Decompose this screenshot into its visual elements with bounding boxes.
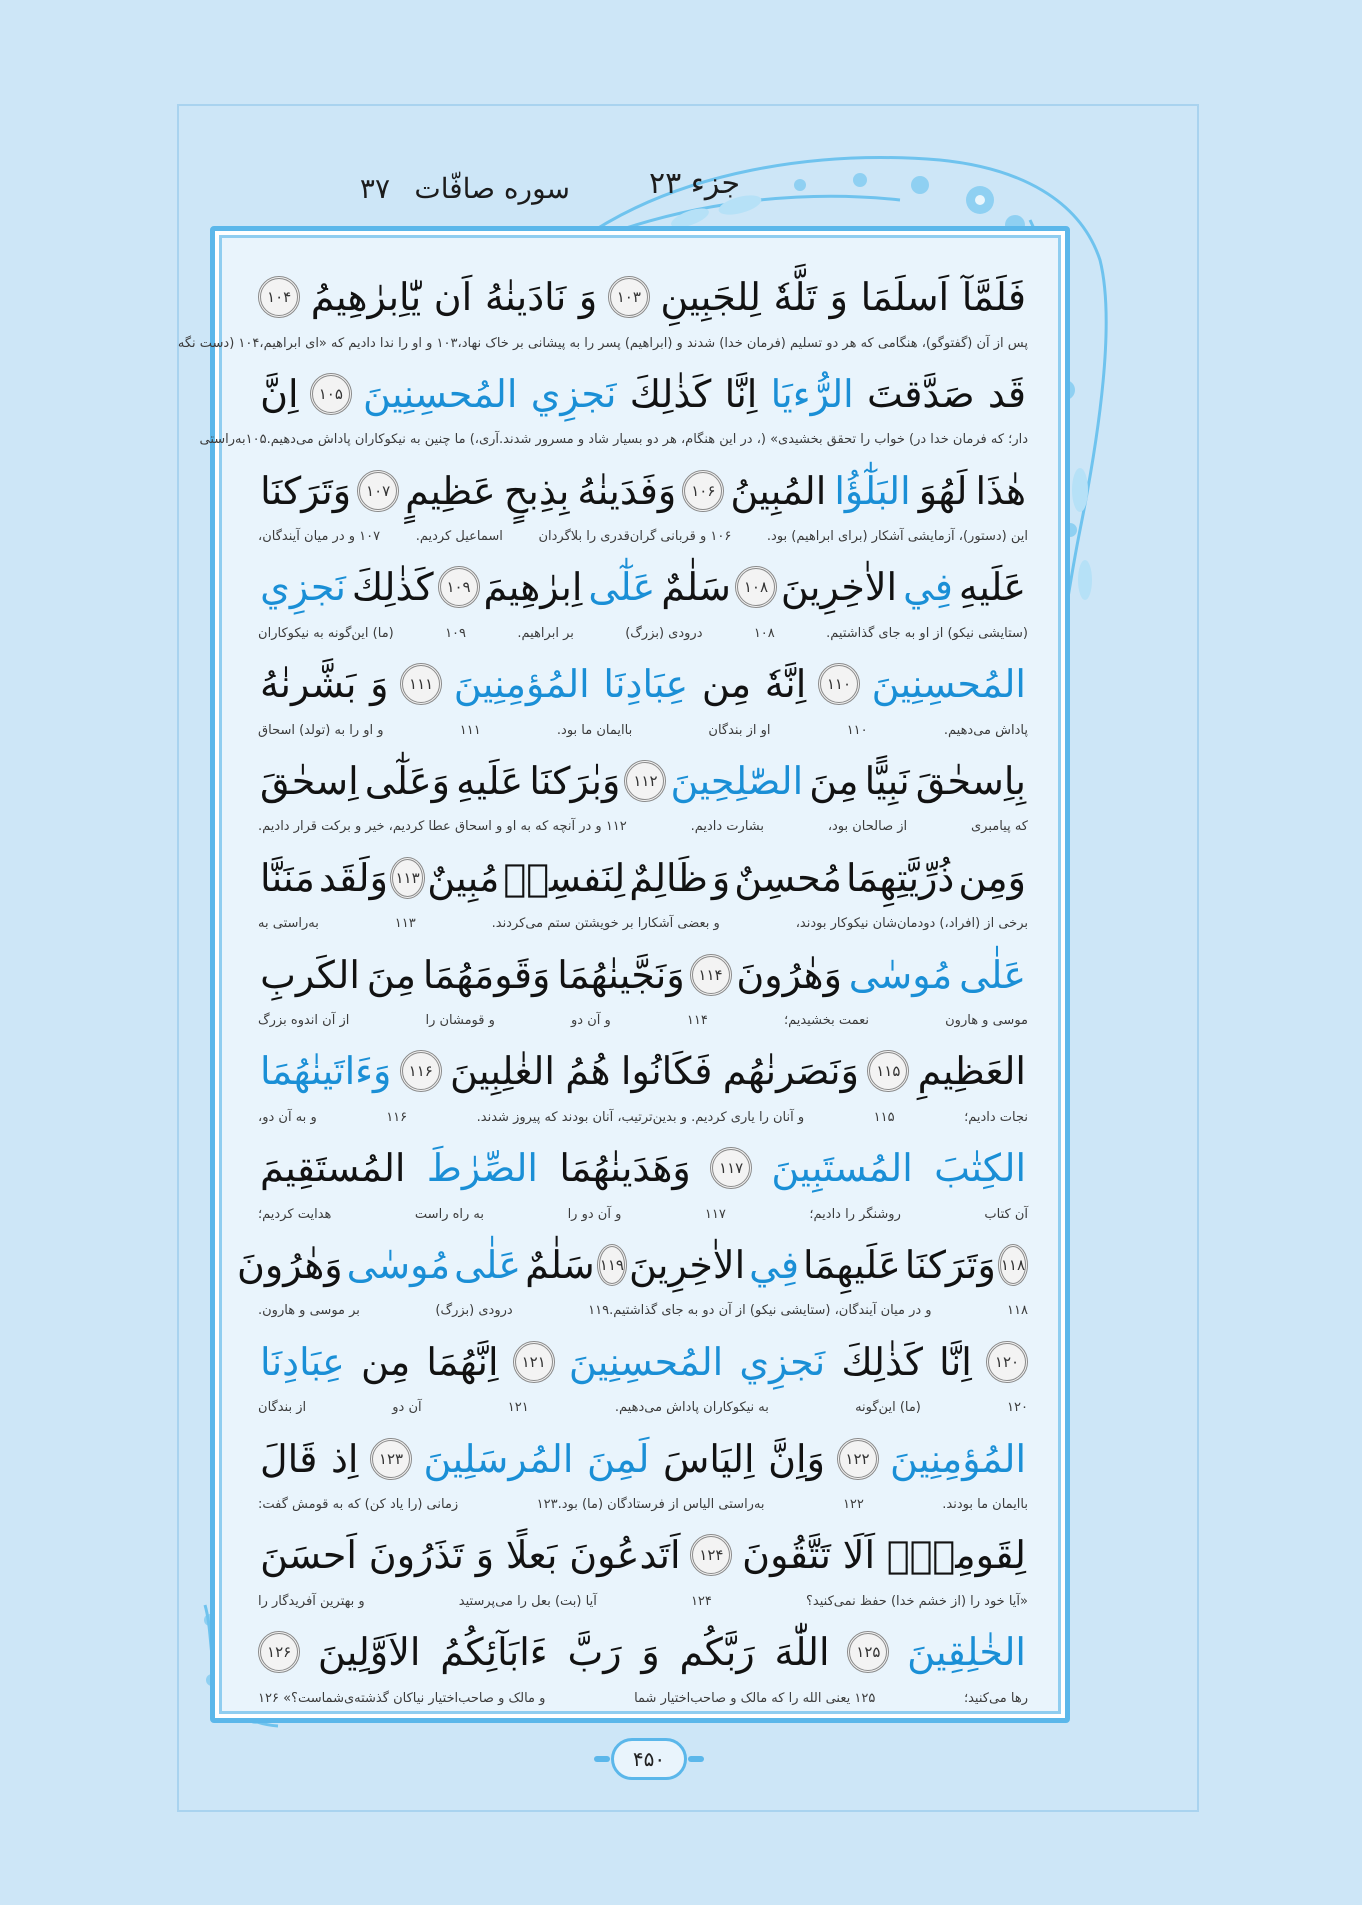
translation-segment: «آیا خود را (از خشم خدا) حفظ نمی‌کنید؟ xyxy=(806,1593,1028,1609)
arabic-word: مِن xyxy=(360,1339,411,1384)
ayah-number-marker: ۱۰۴ xyxy=(258,276,300,318)
verse-line xyxy=(177,268,1028,365)
arabic-word: الرُّءيَا xyxy=(770,371,854,416)
arabic-word: مِن xyxy=(701,662,752,707)
ayah-number-marker: ۱۰۷ xyxy=(357,470,399,512)
arabic-line xyxy=(258,655,1028,713)
arabic-word: بِذِبحٍ xyxy=(503,468,570,513)
translation-segment: ۱۱۱ xyxy=(459,722,481,738)
translation-line xyxy=(258,1588,1028,1614)
translation-segment: ۱۰۸ xyxy=(753,625,775,641)
ayah-number-marker: ۱۰۶ xyxy=(682,470,724,512)
arabic-line xyxy=(258,1139,1028,1197)
arabic-word: المُحسِنِينَ xyxy=(871,662,1026,707)
ayah-number-marker: ۱۰۳ xyxy=(608,276,650,318)
arabic-word: الاٰخِرِينَ xyxy=(628,1242,746,1287)
arabic-word: العَظِيمِ xyxy=(917,1049,1026,1094)
arabic-word: وَفَدَينٰهُ xyxy=(577,468,677,513)
arabic-word: عَلَيهِ xyxy=(456,758,524,803)
translation-segment: ۱۲۱ xyxy=(507,1400,529,1416)
translation-segment: پس از آن (گفتوگو)، هنگامی که هر دو تسلیم (فرمان خدا) شدند و (ابراهیم) پسر را به پیشانی بر خاک نهاد،۱۰۳ و او را ندا دادیم که «ای ابراهیم،۱۰۴ (دست نگه xyxy=(177,335,1028,351)
translation-segment: او از بندگان xyxy=(708,722,771,738)
arabic-word: وَبٰرَكنَا xyxy=(529,758,621,803)
arabic-word: مُحسِنٌ xyxy=(734,855,842,900)
translation-segment: روشنگر را دادیم؛ xyxy=(809,1206,901,1222)
arabic-word: لِلجَبِينِ xyxy=(660,275,761,319)
arabic-word: وَ xyxy=(829,275,849,319)
arabic-word: كَذٰلِكَ xyxy=(351,565,434,610)
arabic-line xyxy=(258,1526,1028,1584)
translation-segment: ۱۰۹ xyxy=(445,625,467,641)
arabic-word: سَلٰمٌ xyxy=(525,1242,595,1287)
arabic-word: المُستَقِيمَ xyxy=(260,1146,406,1191)
arabic-word: لِنَفسِهٖ xyxy=(503,855,626,900)
translation-segment: ۱۲۵ یعنی الله را که مالک و صاحب‌اختیار شما xyxy=(634,1690,876,1706)
arabic-line xyxy=(258,849,1028,907)
arabic-word: عَلَيهِمَا xyxy=(803,1242,901,1287)
verse-line xyxy=(258,1526,1028,1623)
arabic-word: اِسحٰقَ xyxy=(260,758,359,803)
verse-content xyxy=(177,268,1028,1720)
translation-segment: اسماعیل کردیم. xyxy=(415,529,503,545)
translation-segment: ۱۱۶ xyxy=(386,1109,408,1125)
translation-line xyxy=(258,620,1028,646)
arabic-word: وَعَلٰٓى xyxy=(364,758,451,803)
arabic-word: ظَالِمٌ xyxy=(629,855,708,900)
arabic-word: البَلٰٓؤُا xyxy=(834,468,911,513)
verse-line xyxy=(258,462,1028,559)
ayah-number-marker: ۱۱۵ xyxy=(867,1050,909,1092)
arabic-word: اَسلَمَا xyxy=(860,275,950,319)
arabic-line xyxy=(258,1333,1028,1391)
arabic-word: الكِتٰبَ xyxy=(934,1146,1026,1191)
translation-segment: که پیامبری xyxy=(970,819,1028,835)
translation-segment: به‌راستی به xyxy=(258,916,319,932)
translation-segment: (ما) این‌گونه به نیکوکاران xyxy=(258,625,394,641)
arabic-word: رَبَّكُم xyxy=(679,1630,755,1675)
translation-line xyxy=(258,911,1028,937)
arabic-word: اِنَّا xyxy=(939,1339,972,1384)
arabic-word: المُبِينُ xyxy=(730,468,827,513)
translation-segment: هدایت کردیم؛ xyxy=(258,1206,332,1222)
arabic-word: نَبِيًّا xyxy=(864,758,910,803)
translation-segment: باایمان ما بود. xyxy=(556,722,633,738)
translation-line xyxy=(258,1104,1028,1130)
translation-segment: به راه راست xyxy=(414,1206,485,1222)
translation-segment: به‌راستی الیاس از فرستادگان (ما) بود.۱۲۳ xyxy=(536,1497,765,1513)
arabic-word: مَنَنَّا xyxy=(260,855,315,900)
arabic-word: وَ xyxy=(711,855,731,900)
arabic-word: هٰذَا xyxy=(975,468,1026,513)
translation-segment: (ستایشی نیکو) از او به جای گذاشتیم. xyxy=(826,625,1028,641)
ayah-number-marker: ۱۰۵ xyxy=(310,373,352,415)
arabic-word: الخٰلِقِينَ xyxy=(907,1630,1026,1675)
arabic-word: ذُرِّيَّتِهِمَا xyxy=(845,855,955,900)
arabic-word: وَمِن xyxy=(958,855,1026,900)
arabic-word: تَلَّهٗ xyxy=(773,275,818,319)
arabic-word: مِنَ xyxy=(809,758,859,803)
translation-segment: به‌راستی xyxy=(199,432,246,448)
verse-line xyxy=(258,1430,1028,1527)
arabic-word: اِذ xyxy=(330,1436,359,1481)
arabic-word: مُوسٰى xyxy=(848,952,953,997)
translation-segment: از صالحان بود، xyxy=(827,819,908,835)
arabic-word: عَلٰى xyxy=(959,952,1026,997)
arabic-word: لِقَومِهٖٓ xyxy=(886,1533,1026,1578)
ayah-number-marker: ۱۲۰ xyxy=(986,1341,1028,1383)
arabic-line xyxy=(258,1623,1028,1681)
ayah-number-marker: ۱۱۲ xyxy=(624,760,666,802)
verse-line xyxy=(258,655,1028,752)
page-number: ۴۵۰ xyxy=(611,1738,687,1780)
verse-line xyxy=(258,558,1028,655)
arabic-word: صَدَّقتَ xyxy=(866,371,975,416)
arabic-word: بَعلًا xyxy=(505,1533,558,1578)
translation-segment: آن کتاب xyxy=(984,1206,1028,1222)
arabic-word: فِي xyxy=(903,565,953,610)
translation-line xyxy=(258,1298,1028,1324)
arabic-word: مُبِينٌ xyxy=(427,855,500,900)
arabic-word: مِنَ xyxy=(366,952,417,997)
verse-line xyxy=(258,1139,1028,1236)
translation-segment: بشارت دادیم. xyxy=(690,819,764,835)
translation-segment: این (دستور)، آزمایشی آشکار (برای ابراهیم) بود. xyxy=(766,529,1028,545)
translation-segment: (ما) این‌گونه xyxy=(855,1400,921,1416)
translation-segment: پاداش می‌دهیم. xyxy=(943,722,1028,738)
arabic-line xyxy=(258,365,1028,423)
arabic-word: وَلَقَد xyxy=(318,855,388,900)
arabic-word: وَ xyxy=(578,275,598,319)
arabic-word: عَلٰى xyxy=(454,1242,522,1287)
translation-line xyxy=(258,1492,1028,1518)
translation-segment: ۱۲۰ xyxy=(1007,1400,1028,1416)
translation-segment: ۱۰۷ و در میان آیندگان، xyxy=(258,529,381,545)
translation-segment: ۱۱۵ xyxy=(873,1109,895,1125)
arabic-word: اَلَا xyxy=(842,1533,875,1578)
translation-line xyxy=(177,330,1028,356)
arabic-word: وَ xyxy=(370,662,389,707)
translation-line xyxy=(258,524,1028,550)
ayah-number-marker: ۱۱۶ xyxy=(400,1050,442,1092)
arabic-word: قَالَ xyxy=(260,1436,318,1481)
verse-line xyxy=(199,365,1028,462)
arabic-word: وَهٰرُونَ xyxy=(736,952,842,997)
arabic-word: الكَربِ xyxy=(260,952,360,997)
translation-segment: آن دو xyxy=(392,1400,422,1416)
arabic-word: نَجزِي xyxy=(530,371,617,416)
arabic-word: وَتَرَكنَا xyxy=(904,1242,996,1287)
verse-line xyxy=(258,1042,1028,1139)
verse-line xyxy=(258,1333,1028,1430)
ayah-number-marker: ۱۲۴ xyxy=(690,1534,732,1576)
verse-line xyxy=(258,752,1028,849)
arabic-word: وَنَجَّينٰهُمَا xyxy=(557,952,685,997)
ayah-number-marker: ۱۱۷ xyxy=(710,1147,752,1189)
arabic-word: اَتَدعُونَ xyxy=(569,1533,681,1578)
arabic-word: المُرسَلِينَ xyxy=(423,1436,574,1481)
arabic-word: الاَوَّلِينَ xyxy=(317,1630,421,1675)
arabic-word: يّٰاِبرٰهِيمُ xyxy=(310,275,422,319)
arabic-line xyxy=(258,1430,1028,1488)
arabic-word: اَن xyxy=(433,275,473,319)
translation-segment: ۱۱۳ xyxy=(394,916,416,932)
ayah-number-marker: ۱۲۵ xyxy=(847,1631,889,1673)
translation-segment: بر موسی و هارون. xyxy=(258,1303,360,1319)
ayah-number-marker: ۱۲۳ xyxy=(370,1438,412,1480)
arabic-word: الصِّرٰطَ xyxy=(426,1146,538,1191)
translation-segment: ۱۱۰ xyxy=(846,722,868,738)
ayah-number-marker: ۱۱۰ xyxy=(818,663,860,705)
ayah-number-marker: ۱۱۱ xyxy=(400,663,442,705)
verse-line xyxy=(258,1623,1028,1720)
ayah-number-marker: ۱۲۱ xyxy=(513,1341,555,1383)
arabic-word: اِنَّهُمَا xyxy=(426,1339,499,1384)
translation-segment: درودی (بزرگ) xyxy=(435,1303,513,1319)
translation-segment: درودی (بزرگ) xyxy=(625,625,703,641)
arabic-word: كَذٰلِكَ xyxy=(629,371,712,416)
translation-segment: نعمت بخشیدیم؛ xyxy=(783,1013,870,1029)
arabic-line xyxy=(258,268,1028,326)
arabic-word: الاٰخِرِينَ xyxy=(780,565,898,610)
translation-segment: و در میان آیندگان، (ستایشی نیکو) از آن دو به جای گذاشتیم.۱۱۹ xyxy=(588,1303,932,1319)
ayah-number-marker: ۱۱۹ xyxy=(597,1244,627,1286)
translation-line xyxy=(258,1008,1028,1034)
arabic-word: اِنَّهٗ xyxy=(764,662,807,707)
arabic-word: وَاِنَّ xyxy=(768,1436,825,1481)
arabic-word: المُؤمِنِينَ xyxy=(453,662,590,707)
ayah-number-marker: ۱۰۹ xyxy=(438,566,480,608)
arabic-word: وَهٰرُونَ xyxy=(237,1242,343,1287)
ayah-number-marker: ۱۱۸ xyxy=(998,1244,1028,1286)
ayah-number-marker: ۱۱۴ xyxy=(690,954,732,996)
arabic-word: رَبَّ xyxy=(567,1630,622,1675)
ayah-number-marker: ۱۰۸ xyxy=(735,566,777,608)
arabic-word: المُستَبِينَ xyxy=(771,1146,913,1191)
translation-segment: به نیکوکاران پاداش می‌دهیم. xyxy=(614,1400,769,1416)
translation-line xyxy=(258,717,1028,743)
arabic-word: وَتَرَكنَا xyxy=(260,468,352,513)
ayah-number-marker: ۱۱۳ xyxy=(390,857,425,899)
arabic-word: تَذَرُونَ xyxy=(368,1533,464,1578)
translation-segment: ۱۱۷ xyxy=(704,1206,726,1222)
arabic-word: وَ xyxy=(641,1630,660,1675)
arabic-word: هُمُ xyxy=(565,1049,611,1094)
translation-segment: موسی و هارون xyxy=(945,1013,1028,1029)
arabic-word: اِنَّ xyxy=(260,371,299,416)
translation-segment: ۱۱۲ و در آنچه که به او و اسحاق عطا کردیم، خیر و برکت قرار دادیم. xyxy=(258,819,627,835)
ayah-number-marker: ۱۲۶ xyxy=(258,1631,300,1673)
arabic-word: نَجزِي xyxy=(260,565,346,610)
arabic-word: تَتَّقُونَ xyxy=(742,1533,831,1578)
translation-segment: و آن دو را xyxy=(567,1206,622,1222)
translation-segment: آیا (بت) بعل را می‌پرستید xyxy=(458,1593,597,1609)
translation-segment: بر ابراهیم. xyxy=(517,625,574,641)
juz-label: جزء ۲۳ xyxy=(649,166,740,201)
translation-segment: دار؛ که فرمان خدا در) خواب را تحقق بخشیدی» (، در این هنگام، هر دو بسیار شاد و مسرور شدند.آری،) ما چنین به نیکوکاران پاداش می‌دهیم.۱۰۵ xyxy=(245,432,1028,448)
translation-segment: از آن اندوه بزرگ xyxy=(258,1013,350,1029)
translation-segment: ۱۱۸ xyxy=(1007,1303,1028,1319)
verse-line xyxy=(237,1236,1028,1333)
arabic-word: بِاِسحٰقَ xyxy=(915,758,1026,803)
arabic-word: فَكَانُوا xyxy=(620,1049,713,1094)
arabic-word: عَظِيمٍ xyxy=(405,468,496,513)
arabic-word: اِليَاسَ xyxy=(663,1436,755,1481)
ayah-number-marker: ۱۲۲ xyxy=(837,1438,879,1480)
translation-segment: نجات دادیم؛ xyxy=(964,1109,1028,1125)
translation-segment: ۱۰۶ و قربانی گران‌قدری را بلاگردان xyxy=(538,529,732,545)
arabic-word: عَلٰٓى xyxy=(588,565,656,610)
translation-line xyxy=(258,1201,1028,1227)
translation-segment: و بعضی آشکارا بر خویشتن ستم می‌کردند. xyxy=(491,916,720,932)
arabic-word: اَحسَنَ xyxy=(260,1533,357,1578)
arabic-word: اِبرٰهِيمَ xyxy=(483,565,583,610)
arabic-word: فَلَمَّآ xyxy=(961,275,1026,319)
arabic-line xyxy=(258,946,1028,1004)
arabic-word: الغٰلِبِينَ xyxy=(450,1049,555,1094)
translation-segment: و به آن دو، xyxy=(258,1109,317,1125)
arabic-word: اللّٰهَ xyxy=(774,1630,830,1675)
arabic-word: المُحسِنِينَ xyxy=(568,1339,724,1384)
arabic-word: المُؤمِنِينَ xyxy=(890,1436,1026,1481)
arabic-word: وَهَدَينٰهُمَا xyxy=(559,1146,691,1191)
surah-number: ۳۷ xyxy=(359,172,390,205)
translation-segment: از بندگان xyxy=(258,1400,307,1416)
arabic-line xyxy=(258,752,1028,810)
arabic-word: بَشَّرنٰهُ xyxy=(260,662,357,707)
translation-segment: و قومشان را xyxy=(425,1013,495,1029)
translation-segment: و آنان را یاری کردیم. و بدین‌ترتیب، آنان بودند که پیروز شدند. xyxy=(476,1109,805,1125)
arabic-word: نَجزِي xyxy=(739,1339,826,1384)
surah-name: سوره صافّات xyxy=(414,172,570,205)
arabic-word: وَءَاتَينٰهُمَا xyxy=(260,1049,392,1094)
arabic-word: ءَابَآئِكُمُ xyxy=(440,1630,548,1675)
arabic-line xyxy=(258,558,1028,616)
arabic-word: عِبَادِنَا xyxy=(260,1339,345,1384)
arabic-word: لَمِنَ xyxy=(586,1436,650,1481)
page-header xyxy=(340,160,740,220)
arabic-word: وَنَصَرنٰهُم xyxy=(722,1049,859,1094)
arabic-word: المُحسِنِينَ xyxy=(363,371,518,416)
arabic-word: فِي xyxy=(749,1242,799,1287)
verse-line xyxy=(258,849,1028,946)
translation-segment: ۱۱۴ xyxy=(686,1013,708,1029)
arabic-word: عَلَيهِ xyxy=(958,565,1026,610)
translation-line xyxy=(258,1685,1028,1711)
arabic-word: اِنَّا xyxy=(724,371,758,416)
translation-segment: و او را به (تولد) اسحاق xyxy=(258,722,384,738)
translation-line xyxy=(199,427,1028,453)
arabic-word: قَد xyxy=(987,371,1026,416)
translation-segment: زمانی (را یاد کن) که به قومش گفت: xyxy=(258,1497,459,1513)
translation-segment: ۱۲۲ xyxy=(842,1497,864,1513)
arabic-word: لَهُوَ xyxy=(918,468,968,513)
arabic-word: وَقَومَهُمَا xyxy=(422,952,551,997)
translation-segment: باایمان ما بودند. xyxy=(942,1497,1028,1513)
translation-segment: و آن دو xyxy=(571,1013,611,1029)
translation-line xyxy=(258,1395,1028,1421)
translation-segment: رها می‌کنید؛ xyxy=(963,1690,1028,1706)
arabic-word: مُوسٰى xyxy=(346,1242,451,1287)
arabic-word: عِبَادِنَا xyxy=(603,662,689,707)
arabic-word: وَ xyxy=(475,1533,495,1578)
translation-line xyxy=(258,814,1028,840)
arabic-word: كَذٰلِكَ xyxy=(841,1339,923,1384)
translation-segment: و بهترین آفریدگار را xyxy=(258,1593,365,1609)
translation-segment: ۱۲۴ xyxy=(690,1593,712,1609)
translation-segment: و مالک و صاحب‌اختیار نیاکان گذشته‌ی‌شماست؟» ۱۲۶ xyxy=(258,1690,546,1706)
arabic-line xyxy=(258,1042,1028,1100)
arabic-word: نَادَينٰهُ xyxy=(484,275,567,319)
arabic-word: سَلٰمٌ xyxy=(661,565,731,610)
arabic-line xyxy=(258,462,1028,520)
arabic-line xyxy=(237,1236,1028,1294)
verse-line xyxy=(258,946,1028,1043)
translation-segment: برخی از (افراد،) دودمان‌شان نیکوکار بودند، xyxy=(795,916,1028,932)
arabic-word: الصّٰلِحِينَ xyxy=(670,758,804,803)
